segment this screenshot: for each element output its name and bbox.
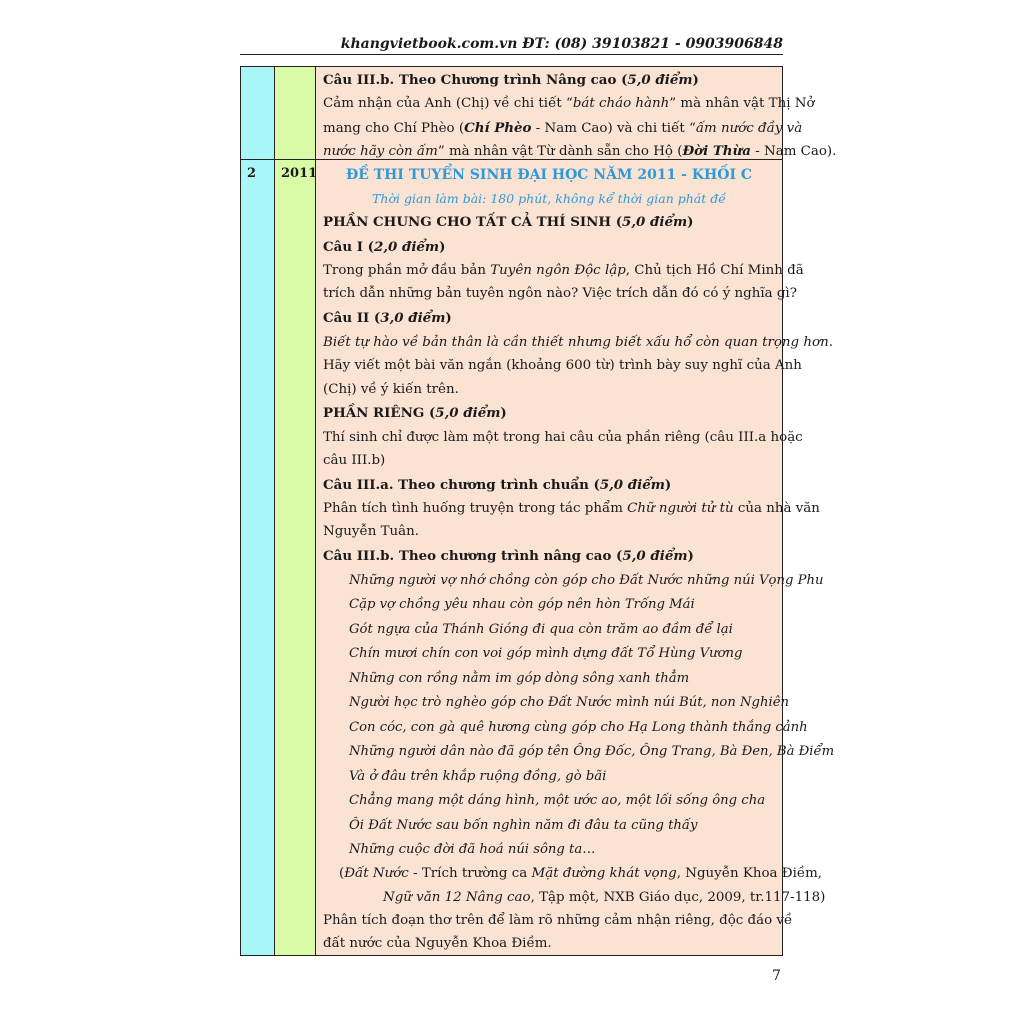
- body-line: đất nước của Nguyễn Khoa Điềm.: [323, 936, 552, 951]
- body-line: Hãy viết một bài văn ngắn (khoảng 600 từ) trình bày suy nghĩ của Anh: [323, 358, 802, 373]
- poem-line: Con cóc, con gà quê hương cùng góp cho Hạ Long thành thắng cảnh: [349, 720, 808, 735]
- body-line: trích dẫn những bản tuyên ngôn nào? Việc trích dẫn đó có ý nghĩa gì?: [323, 286, 797, 301]
- body-line: Cảm nhận của Anh (Chị) về chi tiết “bát cháo hành” mà nhân vật Thị Nở: [323, 96, 815, 111]
- body-line: Nguyễn Tuân.: [323, 524, 420, 539]
- question-heading: Câu III.b. Theo Chương trình Nâng cao (5,0 điểm): [323, 72, 699, 88]
- poem-line: Gót ngựa của Thánh Gióng đi qua còn trăm ao đầm để lại: [349, 622, 733, 637]
- header-divider: [240, 54, 783, 55]
- table-border-top: [240, 66, 783, 67]
- body-line: nước hãy còn ấm” mà nhân vật Từ dành sẵn cho Hộ (Đời Thừa - Nam Cao).: [323, 143, 837, 159]
- question-heading: Câu III.a. Theo chương trình chuẩn (5,0 điểm): [323, 477, 672, 493]
- poem-line: Những cuộc đời đã hoá núi sông ta…: [349, 842, 596, 857]
- body-line: Thí sinh chỉ được làm một trong hai câu của phần riêng (câu III.a hoặc: [323, 430, 803, 445]
- question-heading: Câu II (3,0 điểm): [323, 310, 452, 326]
- body-line: Phân tích tình huống truyện trong tác phẩm Chữ người tử tù của nhà văn: [323, 501, 820, 516]
- body-line: Trong phần mở đầu bản Tuyên ngôn Độc lập, Chủ tịch Hồ Chí Minh đã: [323, 263, 804, 278]
- exam-title: ĐỀ THI TUYỂN SINH ĐẠI HỌC NĂM 2011 - KHỐI C: [345, 167, 753, 183]
- index-column: [240, 66, 274, 956]
- page-header: khangvietbook.com.vn ĐT: (08) 39103821 - 0903906848: [340, 36, 783, 52]
- source-citation: Ngữ văn 12 Nâng cao, Tập một, NXB Giáo dục, 2009, tr.117-118): [383, 890, 826, 905]
- body-line: Phân tích đoạn thơ trên để làm rõ những cảm nhận riêng, độc đáo về: [323, 913, 793, 928]
- source-citation: (Đất Nước - Trích trường ca Mặt đường khát vọng, Nguyễn Khoa Điềm,: [339, 866, 823, 881]
- table-border-left: [240, 66, 241, 956]
- year-column: [274, 66, 318, 956]
- poem-line: Chẳng mang một dáng hình, một ước ao, một lối sống ông cha: [349, 793, 766, 808]
- body-line: câu III.b): [323, 453, 386, 468]
- poem-line: Những con rồng nằm im góp dòng sông xanh thẳm: [349, 671, 690, 686]
- row-year: 2011: [281, 166, 318, 181]
- body-line: (Chị) về ý kiến trên.: [323, 382, 459, 397]
- row-divider: [240, 159, 783, 160]
- poem-line: Những người vợ nhớ chồng còn góp cho Đất Nước những núi Vọng Phu: [349, 573, 824, 588]
- poem-line: Cặp vợ chồng yêu nhau còn góp nên hòn Trống Mái: [349, 597, 695, 612]
- section-heading: PHẦN CHUNG CHO TẤT CẢ THÍ SINH (5,0 điểm): [323, 214, 694, 230]
- table-divider-1: [274, 66, 275, 956]
- question-heading: Câu I (2,0 điểm): [323, 239, 446, 255]
- section-heading: PHẦN RIÊNG (5,0 điểm): [323, 405, 507, 421]
- exam-subtitle: Thời gian làm bài: 180 phút, không kể thời gian phát đề: [372, 191, 726, 206]
- poem-line: Ôi Đất Nước sau bốn nghìn năm đi đâu ta cũng thấy: [349, 818, 698, 833]
- poem-line: Những người dân nào đã góp tên Ông Đốc, Ông Trang, Bà Đen, Bà Điểm: [349, 744, 835, 759]
- poem-line: Chín mươi chín con voi góp mình dựng đất Tổ Hùng Vương: [349, 646, 743, 661]
- quote-line: Biết tự hào về bản thân là cần thiết nhưng biết xấu hổ còn quan trọng hơn.: [323, 335, 833, 350]
- poem-line: Và ở đâu trên khắp ruộng đồng, gò bãi: [349, 769, 607, 784]
- question-heading: Câu III.b. Theo chương trình nâng cao (5,0 điểm): [323, 548, 694, 564]
- poem-line: Người học trò nghèo góp cho Đất Nước mình núi Bút, non Nghiên: [349, 695, 789, 710]
- body-line: mang cho Chí Phèo (Chí Phèo - Nam Cao) và chi tiết “ấm nước đầy và: [323, 120, 803, 136]
- page-number: 7: [772, 968, 781, 984]
- row-number: 2: [247, 166, 257, 181]
- table-border-bottom: [240, 955, 783, 956]
